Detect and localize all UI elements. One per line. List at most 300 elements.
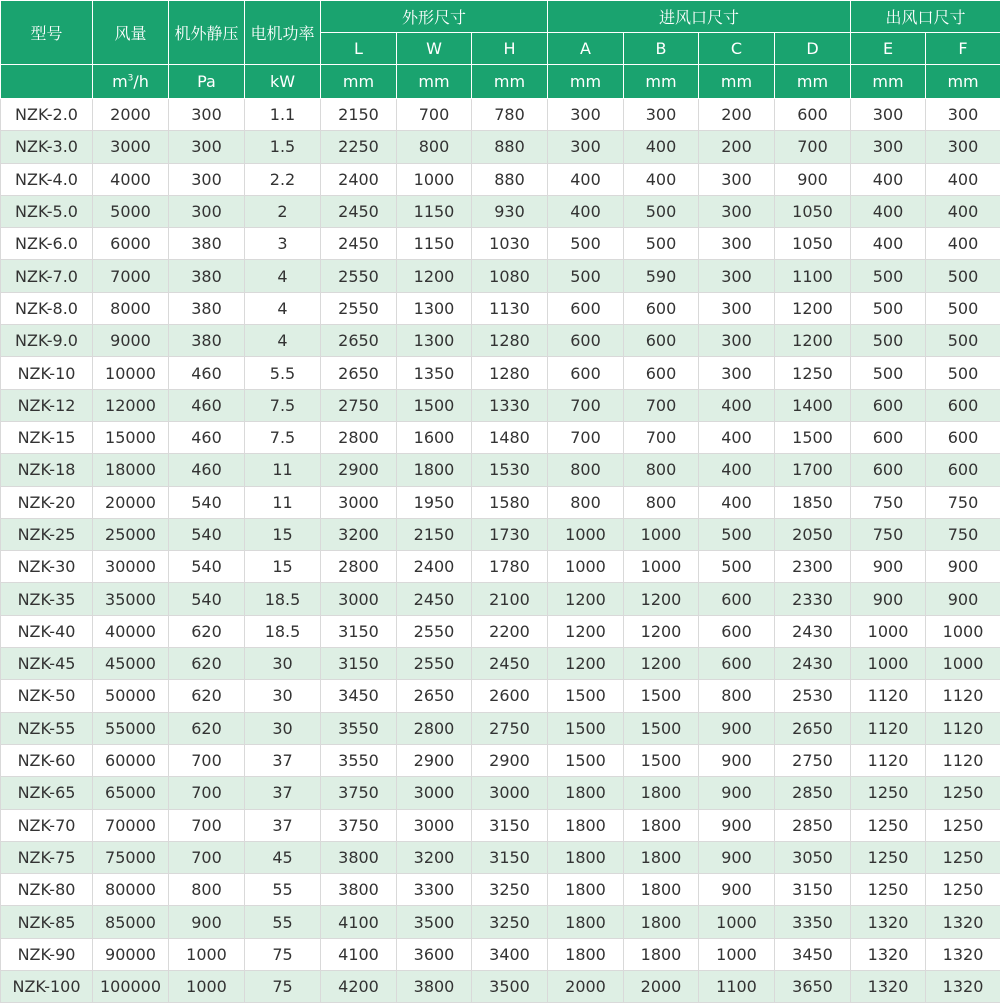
table-row bbox=[1, 454, 1000, 486]
value-cell: 2650 bbox=[397, 680, 472, 712]
value-cell: 4 bbox=[245, 292, 321, 324]
value-cell: 12000 bbox=[93, 389, 169, 421]
value-cell: 1150 bbox=[397, 228, 472, 260]
table-header bbox=[1, 1, 1000, 99]
value-cell: 200 bbox=[699, 99, 775, 131]
value-cell: 1200 bbox=[548, 583, 624, 615]
value-cell: 1800 bbox=[624, 906, 699, 938]
header-dim-a: A bbox=[548, 33, 624, 65]
value-cell: 3350 bbox=[775, 906, 851, 938]
value-cell: 750 bbox=[926, 486, 1000, 518]
value-cell: 1000 bbox=[926, 648, 1000, 680]
table-row bbox=[1, 260, 1000, 292]
value-cell: 1.1 bbox=[245, 99, 321, 131]
value-cell: 800 bbox=[624, 486, 699, 518]
value-cell: 3550 bbox=[321, 712, 397, 744]
value-cell: 10000 bbox=[93, 357, 169, 389]
value-cell: 930 bbox=[472, 195, 548, 227]
value-cell: 500 bbox=[699, 518, 775, 550]
value-cell: 300 bbox=[699, 292, 775, 324]
value-cell: 7000 bbox=[93, 260, 169, 292]
value-cell: 590 bbox=[624, 260, 699, 292]
value-cell: 800 bbox=[624, 454, 699, 486]
value-cell: 50000 bbox=[93, 680, 169, 712]
value-cell: 3500 bbox=[472, 971, 548, 1003]
value-cell: 500 bbox=[926, 357, 1000, 389]
value-cell: 3750 bbox=[321, 777, 397, 809]
value-cell: 2800 bbox=[397, 712, 472, 744]
value-cell: 1200 bbox=[775, 325, 851, 357]
model-cell: NZK-18 bbox=[1, 454, 93, 486]
value-cell: 1100 bbox=[775, 260, 851, 292]
value-cell: 1850 bbox=[775, 486, 851, 518]
value-cell: 1800 bbox=[548, 841, 624, 873]
table-row bbox=[1, 615, 1000, 647]
model-cell: NZK-90 bbox=[1, 938, 93, 970]
value-cell: 500 bbox=[624, 195, 699, 227]
value-cell: 800 bbox=[169, 874, 245, 906]
value-cell: 1500 bbox=[624, 712, 699, 744]
value-cell: 600 bbox=[699, 615, 775, 647]
value-cell: 300 bbox=[169, 163, 245, 195]
value-cell: 60000 bbox=[93, 744, 169, 776]
value-cell: 500 bbox=[851, 292, 926, 324]
value-cell: 1200 bbox=[548, 648, 624, 680]
value-cell: 1800 bbox=[548, 809, 624, 841]
header-dim-l: L bbox=[321, 33, 397, 65]
header-dim-h: H bbox=[472, 33, 548, 65]
model-cell: NZK-10 bbox=[1, 357, 93, 389]
value-cell: 1730 bbox=[472, 518, 548, 550]
value-cell: 750 bbox=[851, 486, 926, 518]
header-dim-b: B bbox=[624, 33, 699, 65]
value-cell: 3650 bbox=[775, 971, 851, 1003]
value-cell: 2450 bbox=[472, 648, 548, 680]
value-cell: 500 bbox=[926, 260, 1000, 292]
value-cell: 2900 bbox=[321, 454, 397, 486]
value-cell: 300 bbox=[548, 99, 624, 131]
table-row bbox=[1, 971, 1000, 1003]
value-cell: 37 bbox=[245, 744, 321, 776]
unit-dim: mm bbox=[624, 65, 699, 99]
value-cell: 2650 bbox=[321, 357, 397, 389]
value-cell: 11 bbox=[245, 486, 321, 518]
value-cell: 2400 bbox=[397, 551, 472, 583]
model-cell: NZK-6.0 bbox=[1, 228, 93, 260]
value-cell: 300 bbox=[169, 195, 245, 227]
value-cell: 55 bbox=[245, 906, 321, 938]
value-cell: 1250 bbox=[926, 777, 1000, 809]
value-cell: 1950 bbox=[397, 486, 472, 518]
value-cell: 2800 bbox=[321, 551, 397, 583]
value-cell: 600 bbox=[926, 421, 1000, 453]
value-cell: 7.5 bbox=[245, 389, 321, 421]
table-row bbox=[1, 357, 1000, 389]
unit-power: kW bbox=[245, 65, 321, 99]
value-cell: 3000 bbox=[397, 777, 472, 809]
value-cell: 800 bbox=[548, 486, 624, 518]
value-cell: 4100 bbox=[321, 938, 397, 970]
header-static-pressure: 机外静压 bbox=[169, 1, 245, 65]
value-cell: 400 bbox=[699, 486, 775, 518]
value-cell: 600 bbox=[775, 99, 851, 131]
value-cell: 300 bbox=[548, 131, 624, 163]
value-cell: 1800 bbox=[548, 777, 624, 809]
value-cell: 90000 bbox=[93, 938, 169, 970]
value-cell: 75 bbox=[245, 938, 321, 970]
unit-dim: mm bbox=[472, 65, 548, 99]
value-cell: 2000 bbox=[548, 971, 624, 1003]
value-cell: 800 bbox=[699, 680, 775, 712]
value-cell: 3 bbox=[245, 228, 321, 260]
model-cell: NZK-35 bbox=[1, 583, 93, 615]
value-cell: 1300 bbox=[397, 325, 472, 357]
value-cell: 300 bbox=[699, 163, 775, 195]
value-cell: 4000 bbox=[93, 163, 169, 195]
value-cell: 900 bbox=[699, 777, 775, 809]
model-cell: NZK-75 bbox=[1, 841, 93, 873]
value-cell: 500 bbox=[926, 292, 1000, 324]
value-cell: 1080 bbox=[472, 260, 548, 292]
header-model: 型号 bbox=[1, 1, 93, 65]
value-cell: 1130 bbox=[472, 292, 548, 324]
model-cell: NZK-25 bbox=[1, 518, 93, 550]
value-cell: 300 bbox=[699, 357, 775, 389]
unit-dim: mm bbox=[851, 65, 926, 99]
value-cell: 4200 bbox=[321, 971, 397, 1003]
value-cell: 900 bbox=[926, 583, 1000, 615]
value-cell: 3450 bbox=[321, 680, 397, 712]
value-cell: 30 bbox=[245, 680, 321, 712]
value-cell: 1800 bbox=[624, 809, 699, 841]
value-cell: 1150 bbox=[397, 195, 472, 227]
value-cell: 1800 bbox=[624, 938, 699, 970]
value-cell: 55 bbox=[245, 874, 321, 906]
value-cell: 400 bbox=[926, 163, 1000, 195]
model-cell: NZK-45 bbox=[1, 648, 93, 680]
value-cell: 540 bbox=[169, 551, 245, 583]
value-cell: 3000 bbox=[93, 131, 169, 163]
value-cell: 37 bbox=[245, 809, 321, 841]
value-cell: 1800 bbox=[548, 874, 624, 906]
header-airflow: 风量 bbox=[93, 1, 169, 65]
value-cell: 1280 bbox=[472, 325, 548, 357]
value-cell: 3000 bbox=[397, 809, 472, 841]
unit-airflow-tail: /h bbox=[133, 72, 149, 91]
value-cell: 300 bbox=[699, 325, 775, 357]
header-motor-power: 电机功率 bbox=[245, 1, 321, 65]
value-cell: 9000 bbox=[93, 325, 169, 357]
value-cell: 15000 bbox=[93, 421, 169, 453]
value-cell: 30 bbox=[245, 712, 321, 744]
header-dim-c: C bbox=[699, 33, 775, 65]
value-cell: 700 bbox=[169, 777, 245, 809]
value-cell: 300 bbox=[699, 228, 775, 260]
model-cell: NZK-80 bbox=[1, 874, 93, 906]
value-cell: 400 bbox=[851, 228, 926, 260]
table-row bbox=[1, 777, 1000, 809]
value-cell: 600 bbox=[624, 292, 699, 324]
value-cell: 800 bbox=[548, 454, 624, 486]
table-row bbox=[1, 163, 1000, 195]
value-cell: 1000 bbox=[624, 551, 699, 583]
value-cell: 2750 bbox=[775, 744, 851, 776]
value-cell: 600 bbox=[699, 583, 775, 615]
value-cell: 15 bbox=[245, 518, 321, 550]
value-cell: 18.5 bbox=[245, 583, 321, 615]
value-cell: 540 bbox=[169, 583, 245, 615]
value-cell: 500 bbox=[548, 260, 624, 292]
value-cell: 540 bbox=[169, 486, 245, 518]
value-cell: 1800 bbox=[624, 874, 699, 906]
value-cell: 3150 bbox=[321, 615, 397, 647]
table-row bbox=[1, 680, 1000, 712]
value-cell: 600 bbox=[699, 648, 775, 680]
value-cell: 2550 bbox=[397, 648, 472, 680]
value-cell: 1580 bbox=[472, 486, 548, 518]
value-cell: 2100 bbox=[472, 583, 548, 615]
value-cell: 500 bbox=[699, 551, 775, 583]
value-cell: 1250 bbox=[851, 874, 926, 906]
value-cell: 700 bbox=[169, 841, 245, 873]
unit-pressure: Pa bbox=[169, 65, 245, 99]
value-cell: 5000 bbox=[93, 195, 169, 227]
table-row bbox=[1, 712, 1000, 744]
value-cell: 45000 bbox=[93, 648, 169, 680]
value-cell: 1200 bbox=[775, 292, 851, 324]
value-cell: 3000 bbox=[472, 777, 548, 809]
value-cell: 70000 bbox=[93, 809, 169, 841]
value-cell: 700 bbox=[775, 131, 851, 163]
value-cell: 700 bbox=[624, 389, 699, 421]
value-cell: 85000 bbox=[93, 906, 169, 938]
table-row bbox=[1, 292, 1000, 324]
value-cell: 3800 bbox=[397, 971, 472, 1003]
value-cell: 7.5 bbox=[245, 421, 321, 453]
table-row bbox=[1, 906, 1000, 938]
value-cell: 3150 bbox=[775, 874, 851, 906]
value-cell: 2430 bbox=[775, 615, 851, 647]
value-cell: 3250 bbox=[472, 906, 548, 938]
value-cell: 1030 bbox=[472, 228, 548, 260]
value-cell: 18000 bbox=[93, 454, 169, 486]
value-cell: 2550 bbox=[321, 260, 397, 292]
value-cell: 2750 bbox=[472, 712, 548, 744]
value-cell: 380 bbox=[169, 292, 245, 324]
value-cell: 80000 bbox=[93, 874, 169, 906]
value-cell: 600 bbox=[926, 389, 1000, 421]
value-cell: 600 bbox=[624, 357, 699, 389]
unit-airflow-base: m bbox=[112, 72, 128, 91]
model-cell: NZK-8.0 bbox=[1, 292, 93, 324]
value-cell: 1500 bbox=[548, 744, 624, 776]
value-cell: 1700 bbox=[775, 454, 851, 486]
unit-dim: mm bbox=[775, 65, 851, 99]
model-cell: NZK-5.0 bbox=[1, 195, 93, 227]
value-cell: 3250 bbox=[472, 874, 548, 906]
table-row bbox=[1, 486, 1000, 518]
table-row bbox=[1, 809, 1000, 841]
model-cell: NZK-2.0 bbox=[1, 99, 93, 131]
model-cell: NZK-50 bbox=[1, 680, 93, 712]
value-cell: 30000 bbox=[93, 551, 169, 583]
value-cell: 1000 bbox=[548, 551, 624, 583]
value-cell: 700 bbox=[169, 744, 245, 776]
value-cell: 65000 bbox=[93, 777, 169, 809]
model-cell: NZK-9.0 bbox=[1, 325, 93, 357]
header-inlet-size: 进风口尺寸 bbox=[548, 1, 851, 33]
value-cell: 1500 bbox=[775, 421, 851, 453]
value-cell: 2300 bbox=[775, 551, 851, 583]
value-cell: 400 bbox=[699, 421, 775, 453]
value-cell: 900 bbox=[926, 551, 1000, 583]
value-cell: 500 bbox=[926, 325, 1000, 357]
unit-airflow-exp: 3 bbox=[127, 73, 134, 84]
value-cell: 1320 bbox=[851, 938, 926, 970]
value-cell: 1300 bbox=[397, 292, 472, 324]
model-cell: NZK-40 bbox=[1, 615, 93, 647]
value-cell: 30 bbox=[245, 648, 321, 680]
value-cell: 600 bbox=[548, 292, 624, 324]
value-cell: 45 bbox=[245, 841, 321, 873]
value-cell: 1780 bbox=[472, 551, 548, 583]
value-cell: 1120 bbox=[851, 712, 926, 744]
value-cell: 1200 bbox=[624, 583, 699, 615]
model-cell: NZK-85 bbox=[1, 906, 93, 938]
table-row bbox=[1, 874, 1000, 906]
unit-model-empty bbox=[1, 65, 93, 99]
value-cell: 2050 bbox=[775, 518, 851, 550]
model-cell: NZK-7.0 bbox=[1, 260, 93, 292]
value-cell: 1120 bbox=[926, 712, 1000, 744]
value-cell: 1.5 bbox=[245, 131, 321, 163]
value-cell: 1500 bbox=[397, 389, 472, 421]
value-cell: 2150 bbox=[397, 518, 472, 550]
value-cell: 3300 bbox=[397, 874, 472, 906]
value-cell: 3000 bbox=[321, 486, 397, 518]
value-cell: 2900 bbox=[472, 744, 548, 776]
value-cell: 3150 bbox=[472, 841, 548, 873]
header-dim-f: F bbox=[926, 33, 1000, 65]
value-cell: 1400 bbox=[775, 389, 851, 421]
value-cell: 400 bbox=[926, 228, 1000, 260]
value-cell: 2.2 bbox=[245, 163, 321, 195]
value-cell: 1000 bbox=[851, 615, 926, 647]
model-cell: NZK-60 bbox=[1, 744, 93, 776]
value-cell: 380 bbox=[169, 228, 245, 260]
value-cell: 40000 bbox=[93, 615, 169, 647]
value-cell: 880 bbox=[472, 163, 548, 195]
header-dim-d: D bbox=[775, 33, 851, 65]
value-cell: 300 bbox=[169, 131, 245, 163]
value-cell: 300 bbox=[699, 195, 775, 227]
value-cell: 300 bbox=[851, 99, 926, 131]
value-cell: 2850 bbox=[775, 777, 851, 809]
value-cell: 1800 bbox=[548, 906, 624, 938]
value-cell: 2430 bbox=[775, 648, 851, 680]
value-cell: 20000 bbox=[93, 486, 169, 518]
model-cell: NZK-30 bbox=[1, 551, 93, 583]
value-cell: 600 bbox=[851, 421, 926, 453]
value-cell: 2 bbox=[245, 195, 321, 227]
table-row bbox=[1, 99, 1000, 131]
value-cell: 2150 bbox=[321, 99, 397, 131]
value-cell: 1330 bbox=[472, 389, 548, 421]
value-cell: 1250 bbox=[926, 809, 1000, 841]
value-cell: 1320 bbox=[926, 938, 1000, 970]
value-cell: 4 bbox=[245, 325, 321, 357]
model-cell: NZK-12 bbox=[1, 389, 93, 421]
value-cell: 900 bbox=[699, 874, 775, 906]
value-cell: 1500 bbox=[548, 680, 624, 712]
model-cell: NZK-70 bbox=[1, 809, 93, 841]
value-cell: 1000 bbox=[851, 648, 926, 680]
value-cell: 3600 bbox=[397, 938, 472, 970]
unit-dim: mm bbox=[926, 65, 1000, 99]
value-cell: 2550 bbox=[397, 615, 472, 647]
value-cell: 3200 bbox=[397, 841, 472, 873]
value-cell: 6000 bbox=[93, 228, 169, 260]
value-cell: 900 bbox=[851, 583, 926, 615]
value-cell: 2550 bbox=[321, 292, 397, 324]
model-cell: NZK-3.0 bbox=[1, 131, 93, 163]
value-cell: 35000 bbox=[93, 583, 169, 615]
value-cell: 600 bbox=[851, 454, 926, 486]
value-cell: 600 bbox=[548, 357, 624, 389]
value-cell: 600 bbox=[926, 454, 1000, 486]
value-cell: 780 bbox=[472, 99, 548, 131]
value-cell: 1600 bbox=[397, 421, 472, 453]
value-cell: 2450 bbox=[397, 583, 472, 615]
value-cell: 2650 bbox=[775, 712, 851, 744]
value-cell: 400 bbox=[851, 163, 926, 195]
table-row bbox=[1, 421, 1000, 453]
value-cell: 900 bbox=[699, 809, 775, 841]
table-row bbox=[1, 518, 1000, 550]
value-cell: 2750 bbox=[321, 389, 397, 421]
value-cell: 2250 bbox=[321, 131, 397, 163]
value-cell: 900 bbox=[699, 712, 775, 744]
value-cell: 400 bbox=[624, 163, 699, 195]
value-cell: 380 bbox=[169, 260, 245, 292]
value-cell: 3450 bbox=[775, 938, 851, 970]
value-cell: 2330 bbox=[775, 583, 851, 615]
value-cell: 1100 bbox=[699, 971, 775, 1003]
unit-dim: mm bbox=[397, 65, 472, 99]
value-cell: 600 bbox=[548, 325, 624, 357]
value-cell: 1280 bbox=[472, 357, 548, 389]
value-cell: 2000 bbox=[624, 971, 699, 1003]
value-cell: 700 bbox=[397, 99, 472, 131]
value-cell: 1120 bbox=[926, 744, 1000, 776]
value-cell: 880 bbox=[472, 131, 548, 163]
value-cell: 1250 bbox=[926, 841, 1000, 873]
value-cell: 400 bbox=[624, 131, 699, 163]
value-cell: 1320 bbox=[851, 906, 926, 938]
value-cell: 400 bbox=[851, 195, 926, 227]
value-cell: 3500 bbox=[397, 906, 472, 938]
value-cell: 620 bbox=[169, 680, 245, 712]
value-cell: 400 bbox=[699, 389, 775, 421]
table-row bbox=[1, 195, 1000, 227]
value-cell: 1000 bbox=[397, 163, 472, 195]
value-cell: 1200 bbox=[548, 615, 624, 647]
value-cell: 1250 bbox=[851, 841, 926, 873]
value-cell: 1120 bbox=[851, 680, 926, 712]
value-cell: 620 bbox=[169, 648, 245, 680]
value-cell: 540 bbox=[169, 518, 245, 550]
unit-dim: mm bbox=[321, 65, 397, 99]
